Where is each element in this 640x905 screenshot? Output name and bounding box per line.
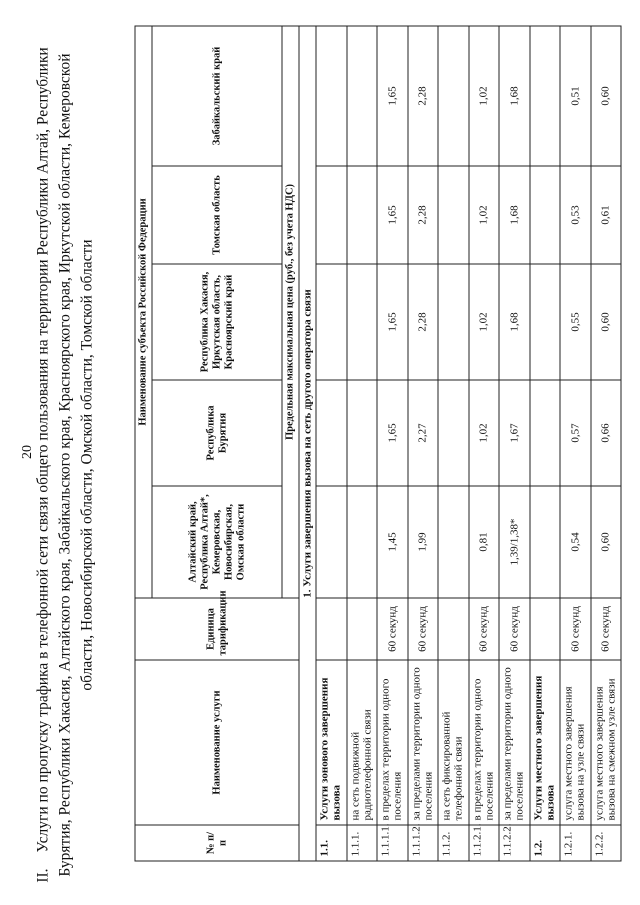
table-row: [377, 26, 408, 861]
row-price: [347, 486, 378, 598]
row-service-name: на сеть подвижной радиотелефонной связи: [347, 660, 378, 825]
row-price: 1,99: [408, 486, 439, 598]
header-region: Алтайский край, Республика Алтай*, Кемеровская, Новосибирская, Омская области: [152, 486, 282, 598]
row-price: 1,65: [377, 264, 408, 380]
header-region: Томская область: [152, 166, 282, 264]
header-num: № п/п: [135, 825, 299, 861]
row-price: 1,68: [499, 264, 530, 380]
row-unit: 60 секунд: [560, 598, 591, 660]
row-service-name: за пределами территории одного поселения: [408, 660, 439, 825]
row-price: 1,02: [469, 380, 500, 486]
row-price: [347, 380, 378, 486]
row-price: [438, 26, 469, 166]
table-row: [469, 26, 500, 861]
row-number: 1.2.: [530, 825, 561, 861]
row-price: [316, 26, 347, 166]
row-price: 1,02: [469, 264, 500, 380]
header-region: Республика Бурятия: [152, 380, 282, 486]
row-unit: [316, 598, 347, 660]
row-price: [316, 380, 347, 486]
row-price: 0,60: [591, 486, 622, 598]
row-price: [438, 380, 469, 486]
page-number: 20: [20, 445, 35, 459]
row-number: 1.1.2.2.: [499, 825, 530, 861]
rotated-document: [1, 0, 640, 905]
table-row: [591, 26, 622, 861]
row-price: 2,28: [408, 26, 439, 166]
row-number: 1.1.: [316, 825, 347, 861]
row-unit: [530, 598, 561, 660]
row-price: [347, 264, 378, 380]
row-price: [530, 264, 561, 380]
row-price: [316, 264, 347, 380]
row-price: 1,68: [499, 166, 530, 264]
row-number: 1.1.1.2.: [408, 825, 439, 861]
row-price: 1,39/1,38*: [499, 486, 530, 598]
row-price: [438, 264, 469, 380]
row-price: 0,53: [560, 166, 591, 264]
row-service-name: Услуги местного завершения вызова: [530, 660, 561, 825]
table-row: [408, 26, 439, 861]
row-price: 0,66: [591, 380, 622, 486]
row-number: 1.1.2.1.: [469, 825, 500, 861]
row-price: 1,45: [377, 486, 408, 598]
row-price: 0,57: [560, 380, 591, 486]
row-service-name: за пределами территории одного поселения: [499, 660, 530, 825]
row-price: 2,27: [408, 380, 439, 486]
row-price: 1,68: [499, 26, 530, 166]
row-price: [530, 486, 561, 598]
row-price: 0,54: [560, 486, 591, 598]
row-service-name: на сеть фиксированной телефонной связи: [438, 660, 469, 825]
row-price: 0,60: [591, 264, 622, 380]
row-price: 0,55: [560, 264, 591, 380]
row-number: 1.2.1.: [560, 825, 591, 861]
row-number: 1.1.1.: [347, 825, 378, 861]
section-row: [299, 26, 316, 861]
table-row: [499, 26, 530, 861]
row-price: [530, 166, 561, 264]
table-row: [560, 26, 591, 861]
row-price: 1,65: [377, 166, 408, 264]
row-unit: 60 секунд: [377, 598, 408, 660]
row-service-name: Услуги зонового завершения вызова: [316, 660, 347, 825]
row-price: [438, 166, 469, 264]
header-service: Наименование услуги: [135, 660, 299, 825]
row-unit: [438, 598, 469, 660]
row-price: [347, 166, 378, 264]
document-title: [33, 38, 99, 893]
tariff-table: [135, 25, 622, 861]
header-regions-title: Наименование субъекта Российской Федерации: [135, 26, 152, 598]
row-service-name: услуга местного завершения вызова на смежном узле связи: [591, 660, 622, 825]
table-row: [347, 26, 378, 861]
row-price: 1,65: [377, 380, 408, 486]
header-price-caption: Предельная максимальная цена (руб., без учета НДС): [282, 26, 299, 598]
table-row: [316, 26, 347, 861]
row-price: 1,02: [469, 166, 500, 264]
row-number: 1.1.2.: [438, 825, 469, 861]
row-price: 2,28: [408, 166, 439, 264]
header-unit: Единица тарификации: [135, 598, 299, 660]
row-price: 2,28: [408, 264, 439, 380]
row-price: 1,67: [499, 380, 530, 486]
row-price: 0,61: [591, 166, 622, 264]
row-price: [530, 26, 561, 166]
row-price: [347, 26, 378, 166]
row-number: 1.1.1.1.: [377, 825, 408, 861]
row-unit: 60 секунд: [469, 598, 500, 660]
row-price: 0,51: [560, 26, 591, 166]
row-unit: 60 секунд: [591, 598, 622, 660]
row-price: [316, 486, 347, 598]
row-service-name: в пределах территории одного поселения: [377, 660, 408, 825]
table-body: [316, 26, 621, 861]
row-price: 0,81: [469, 486, 500, 598]
row-unit: 60 секунд: [408, 598, 439, 660]
row-price: 1,65: [377, 26, 408, 166]
table-row: [530, 26, 561, 861]
header-region: Республика Хакасия, Иркутская область, Красноярский край: [152, 264, 282, 380]
row-number: 1.2.2.: [591, 825, 622, 861]
row-service-name: в пределах территории одного поселения: [469, 660, 500, 825]
header-region: Забайкальский край: [152, 26, 282, 166]
row-price: [530, 380, 561, 486]
row-service-name: услуга местного завершения вызова на узле связи: [560, 660, 591, 825]
row-price: 1,02: [469, 26, 500, 166]
row-unit: 60 секунд: [499, 598, 530, 660]
row-unit: [347, 598, 378, 660]
title-text: Услуги по пропуску трафика в телефонной сети связи общего пользования на территории Республики Алтай, Республики Бурятия, Республики Хакасия, Алтайского края, Забайкальского края, Красноярского края, Иркутской области, Кемеровской области, Новосибирской области, Омской области, Томской области: [34, 47, 96, 877]
row-price: [316, 166, 347, 264]
table-header-row: [135, 26, 152, 861]
row-price: [438, 486, 469, 598]
table-row: [438, 26, 469, 861]
title-number: II.: [34, 868, 52, 883]
row-price: 0,60: [591, 26, 622, 166]
section-title: 1. Услуги завершения вызова на сеть другого оператора связи: [299, 26, 316, 861]
